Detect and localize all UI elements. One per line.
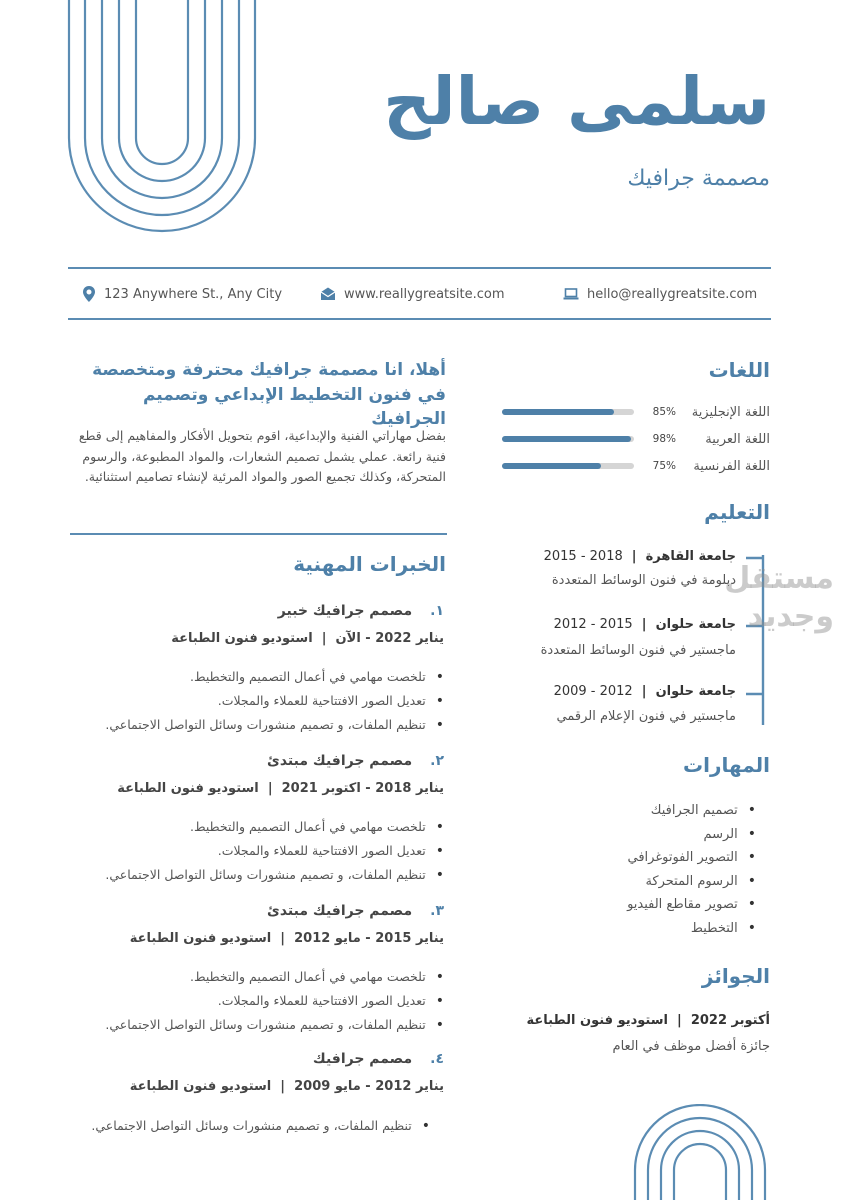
experience-title: الخبرات المهنية <box>293 552 446 576</box>
website-text[interactable]: www.reallygreatsite.com <box>344 286 505 302</box>
job-meta: يناير 2012 - مايو 2009 | استوديو فنون الطباعة <box>129 1079 444 1094</box>
job-bullet: • تنظيم الملفات، و تصميم منشورات وسائل التواصل الاجتماعي. <box>105 1013 444 1037</box>
languages-title: اللغات <box>708 358 770 382</box>
education-title: التعليم <box>704 500 770 524</box>
watermark <box>724 560 834 635</box>
intro-title: أهلا، انا مصممة جرافيك محترفة ومتخصصة في فنون التخطيط الإبداعي وتصميم الجرافيك <box>92 360 446 430</box>
address-text: 123 Anywhere St., Any City <box>104 286 283 302</box>
job-company: استوديو فنون الطباعة <box>129 931 272 946</box>
language-percent: 98% <box>652 433 676 445</box>
education-degree: دبلومة في فنون الوسائط المتعددة <box>551 573 736 588</box>
language-name: اللغة العربية <box>705 431 770 447</box>
education-header: جامعة حلوان | 2009 - 2012 <box>553 684 736 699</box>
skill-item: • تصوير مقاطع الفيديو <box>627 893 756 917</box>
language-bar <box>502 463 634 469</box>
language-name: اللغة الإنجليزية <box>691 404 770 420</box>
job-meta: يناير 2018 - اكتوبر 2021 | استوديو فنون الطباعة <box>117 781 444 796</box>
job-bullet: • تلخصت مهامي في أعمال التصميم والتخطيط. <box>105 665 444 689</box>
job-bullets <box>105 665 444 737</box>
person-name: سلمى صالح <box>383 63 770 140</box>
skill-item: • الرسم <box>627 823 756 847</box>
language-bar <box>502 436 634 442</box>
contact-address <box>82 284 282 304</box>
job-title-text: مصمم جرافيك خبير <box>277 603 413 619</box>
watermark-line: مستقل <box>724 561 834 596</box>
education-header: جامعة حلوان | 2012 - 2015 <box>553 617 736 632</box>
education-header: جامعة القاهرة | 2015 - 2018 <box>543 549 736 564</box>
language-row <box>480 402 770 422</box>
job-bullet: • تعديل الصور الافتتاحية للعملاء والمجلات. <box>105 689 444 713</box>
job-title <box>278 603 444 619</box>
education-degree: ماجستير في فنون الإعلام الرقمي <box>556 709 736 724</box>
job-bullet: • تلخصت مهامي في أعمال التصميم والتخطيط. <box>105 815 444 839</box>
job-bullet: • تعديل الصور الافتتاحية للعملاء والمجلات. <box>105 839 444 863</box>
job-bullets <box>105 815 444 887</box>
laptop-icon <box>563 288 579 300</box>
language-name: اللغة الفرنسية <box>693 458 770 474</box>
mail-open-icon <box>320 287 336 301</box>
language-row <box>480 429 770 449</box>
job-company: استوديو فنون الطباعة <box>171 631 313 646</box>
job-period: يناير 2022 - الآن <box>335 631 444 646</box>
job-title-text: مصمم جرافيك مبتدئ <box>267 753 413 769</box>
skill-item: • التصوير الفوتوغرافي <box>627 846 756 870</box>
job-title-text: مصمم جرافيك <box>312 1051 413 1067</box>
education-years: 2012 - 2015 <box>553 617 633 632</box>
education-institution: جامعة حلوان <box>655 617 736 632</box>
education-years: 2015 - 2018 <box>543 549 623 564</box>
job-meta: يناير 2022 - الآن | استوديو فنون الطباعة <box>171 631 444 646</box>
job-bullet: • تنظيم الملفات، و تصميم منشورات وسائل التواصل الاجتماعي. <box>105 713 444 737</box>
job-company: استوديو فنون الطباعة <box>117 781 259 796</box>
job-number: ٢. <box>430 753 444 769</box>
job-title <box>267 903 444 919</box>
language-percent: 75% <box>652 460 676 472</box>
language-percent: 85% <box>652 406 676 418</box>
job-number: ٤. <box>430 1051 444 1067</box>
watermark-line: وجديد <box>747 598 834 634</box>
job-bullet: • تنظيم الملفات، و تصميم منشورات وسائل التواصل الاجتماعي. <box>91 1114 430 1138</box>
divider-bottom <box>68 318 771 320</box>
job-period: يناير 2015 - مايو 2012 <box>294 931 444 946</box>
job-bullets <box>105 965 444 1037</box>
email-text[interactable]: hello@reallygreatsite.com <box>587 286 758 302</box>
job-period: يناير 2012 - مايو 2009 <box>294 1079 444 1094</box>
intro-divider <box>70 533 447 535</box>
job-number: ٣. <box>430 903 444 919</box>
job-meta: يناير 2015 - مايو 2012 | استوديو فنون الطباعة <box>129 931 444 946</box>
award-header: أكتوبر 2022 | استوديو فنون الطباعة <box>526 1013 770 1028</box>
job-number: ١. <box>430 603 444 619</box>
decorative-arches-bottom <box>632 1104 768 1200</box>
contact-website[interactable] <box>320 284 505 304</box>
job-company: استوديو فنون الطباعة <box>129 1079 272 1094</box>
job-title <box>313 1051 444 1067</box>
job-period: يناير 2018 - اكتوبر 2021 <box>281 781 444 796</box>
skills-title: المهارات <box>683 753 770 777</box>
language-bar-fill <box>502 463 601 469</box>
job-title-text: مصمم جرافيك مبتدئ <box>267 903 413 919</box>
job-title <box>267 753 444 769</box>
awards-title: الجوائز <box>701 964 770 988</box>
education-degree: ماجستير في فنون الوسائط المتعددة <box>540 643 736 658</box>
language-bar-fill <box>502 409 614 415</box>
skill-item: • تصميم الجرافيك <box>627 799 756 823</box>
skill-item: • الرسوم المتحركة <box>627 870 756 894</box>
job-role: مصممة جرافيك <box>627 166 770 191</box>
education-years: 2009 - 2012 <box>553 684 633 699</box>
skill-item: • التخطيط <box>627 917 756 941</box>
job-bullet: • تنظيم الملفات، و تصميم منشورات وسائل التواصل الاجتماعي. <box>105 863 444 887</box>
language-bar-fill <box>502 436 631 442</box>
job-bullet: • تعديل الصور الافتتاحية للعملاء والمجلات. <box>105 989 444 1013</box>
skills-list <box>627 799 756 940</box>
contact-email[interactable] <box>563 284 757 304</box>
education-institution: جامعة حلوان <box>655 684 736 699</box>
award-name: جائزة أفضل موظف في العام <box>612 1039 770 1054</box>
divider-top <box>68 267 771 269</box>
language-row <box>480 456 770 476</box>
intro-body: بفضل مهاراتي الفنية والإبداعية، اقوم بتحويل الأفكار والمفاهيم إلى قطع فنية رائعة. عملي يشمل تصميم الشعارات، والمواد المطبوعة، والرسوم المتحركة، وكذلك تجميع الصور والمواد المرئية لإنشاء تصاميم استثنائية. <box>78 428 446 485</box>
job-bullet: • تلخصت مهامي في أعمال التصميم والتخطيط. <box>105 965 444 989</box>
job-bullets <box>91 1114 430 1138</box>
decorative-arches-top <box>66 0 258 234</box>
education-institution: جامعة القاهرة <box>645 549 736 564</box>
language-bar <box>502 409 634 415</box>
location-pin-icon <box>82 286 96 302</box>
award-org: استوديو فنون الطباعة <box>526 1013 668 1028</box>
award-date: أكتوبر 2022 <box>690 1013 770 1028</box>
